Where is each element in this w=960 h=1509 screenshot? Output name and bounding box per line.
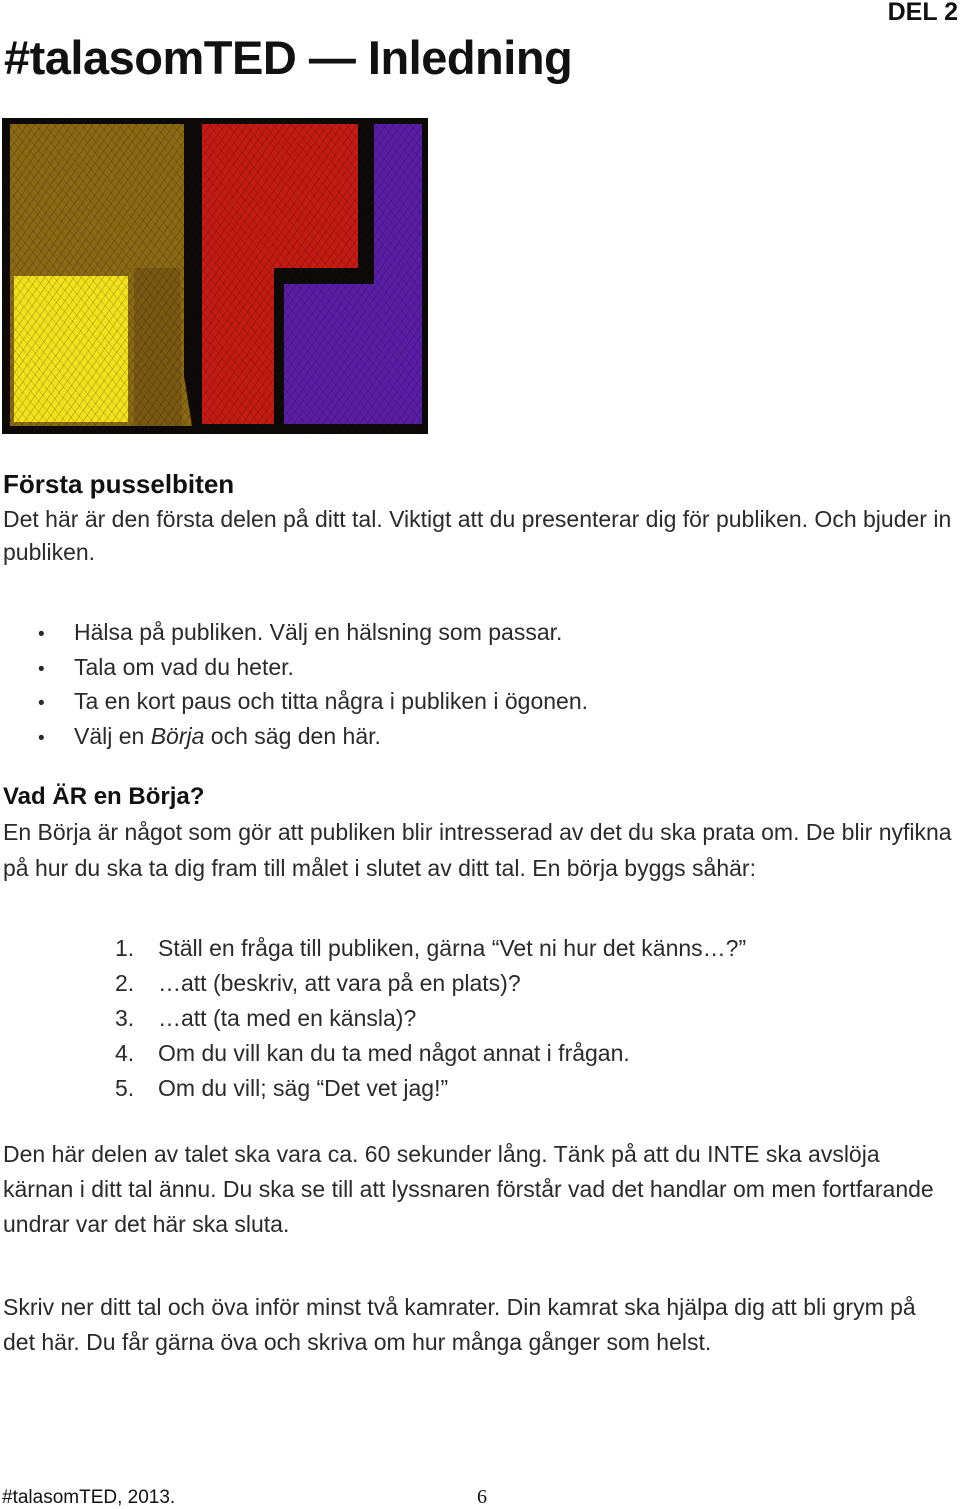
bullet-icon: •: [38, 658, 45, 680]
bullet-list: [38, 615, 588, 753]
duration-paragraph: Den här delen av talet ska vara ca. 60 sekunder lång. Tänk på att du INTE ska avslöja kärnan i ditt tal ännu. Du ska se till att lyssnaren förstår vad det handlar om men fortfarande undrar var det här ska sluta.: [3, 1141, 934, 1237]
bullet-icon: •: [38, 727, 45, 749]
page-number: 6: [477, 1486, 487, 1508]
step-item: 3. …att (ta med en känsla)?: [115, 1005, 417, 1031]
list-item: • Ta en kort paus och titta några i publiken i ögonen.: [38, 684, 588, 719]
part-label: DEL 2: [887, 0, 958, 26]
numbered-steps: [115, 931, 746, 1106]
list-item: • Hälsa på publiken. Välj en hälsning som passar.: [38, 615, 588, 650]
footer-credit: #talasomTED, 2013.: [2, 1487, 176, 1508]
list-item: • Välj en Börja och säg den här.: [38, 719, 588, 754]
borja-definition: En Börja är något som gör att publiken blir intresserad av det du ska prata om. De blir nyfikna på hur du ska ta dig fram till målet i slutet av ditt tal. En börja byggs såhär:: [3, 819, 952, 881]
section-heading-vad-ar-borja: Vad ÄR en Börja?: [3, 783, 205, 810]
step-item: 2. …att (beskriv, att vara på en plats)?: [115, 970, 521, 996]
page-title: #talasomTED — Inledning: [4, 31, 573, 84]
list-item: • Tala om vad du heter.: [38, 650, 588, 685]
section-heading-forsta: Första pusselbiten: [3, 469, 235, 499]
step-item: 4. Om du vill kan du ta med något annat i frågan.: [115, 1040, 630, 1066]
borja-term: Börja: [150, 722, 205, 749]
intro-paragraph: Det här är den första delen på ditt tal. Viktigt att du presenterar dig för publiken. Och bjuder in publiken.: [3, 506, 952, 565]
bullet-icon: •: [38, 624, 45, 645]
puzzle-artwork: [2, 118, 428, 434]
step-item: 5. Om du vill; säg “Det vet jag!”: [115, 1075, 449, 1101]
bullet-icon: •: [38, 693, 45, 714]
step-item: 1. Ställ en fråga till publiken, gärna “Vet ni hur det känns…?”: [115, 935, 747, 961]
practice-paragraph: Skriv ner ditt tal och öva inför minst två kamrater. Din kamrat ska hjälpa dig att bli grym på det här. Du får gärna öva och skriva om hur många gånger som helst.: [3, 1294, 916, 1355]
